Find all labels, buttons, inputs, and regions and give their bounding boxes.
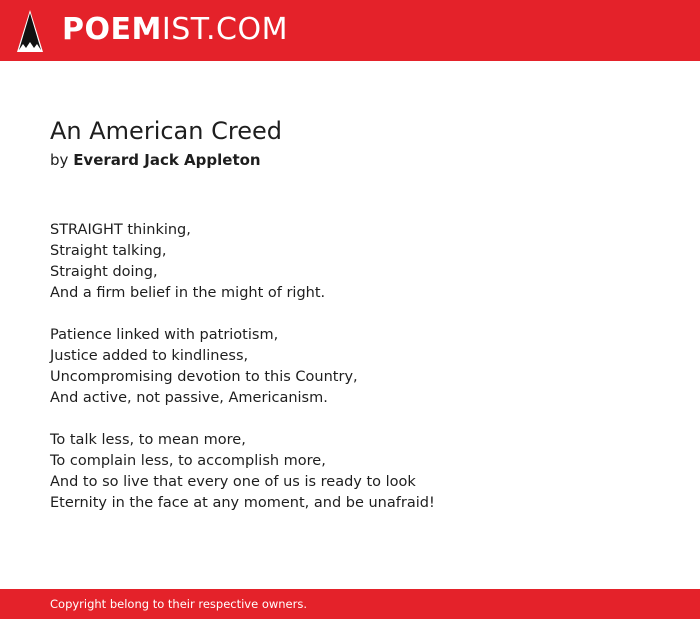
poem-line: Eternity in the face at any moment, and be unafraid! bbox=[50, 495, 435, 511]
pencil-icon[interactable] bbox=[17, 10, 43, 52]
poem-line: Straight talking, bbox=[50, 243, 167, 259]
poem-line: Straight doing, bbox=[50, 264, 158, 280]
poem-line: And active, not passive, Americanism. bbox=[50, 390, 328, 406]
poem-line: Uncompromising devotion to this Country, bbox=[50, 369, 358, 385]
poem-line: To talk less, to mean more, bbox=[50, 432, 246, 448]
poem-line: Patience linked with patriotism, bbox=[50, 327, 279, 343]
poem-line: And to so live that every one of us is ready to look bbox=[50, 474, 416, 490]
poem-line: STRAIGHT thinking, bbox=[50, 222, 191, 238]
poem-line: Justice added to kindliness, bbox=[50, 348, 249, 364]
site-footer bbox=[0, 589, 700, 619]
copyright-text: Copyright belong to their respective owners. bbox=[50, 597, 308, 611]
poem-byline bbox=[50, 149, 670, 171]
stanza bbox=[50, 325, 670, 409]
site-logo[interactable] bbox=[62, 12, 288, 48]
poem-line: To complain less, to accomplish more, bbox=[50, 453, 326, 469]
logo-light-text: IST.COM bbox=[161, 12, 288, 47]
stanza bbox=[50, 430, 670, 514]
stanza bbox=[50, 220, 670, 304]
poem-title: An American Creed bbox=[50, 117, 282, 145]
poem-content bbox=[50, 114, 670, 535]
poem-line: And a firm belief in the might of right. bbox=[50, 285, 326, 301]
poem-author: Everard Jack Appleton bbox=[73, 151, 261, 169]
logo-strong-text: POEM bbox=[62, 12, 162, 47]
byline-label: by bbox=[50, 151, 69, 169]
site-header bbox=[0, 0, 700, 61]
poem-body bbox=[50, 220, 670, 514]
